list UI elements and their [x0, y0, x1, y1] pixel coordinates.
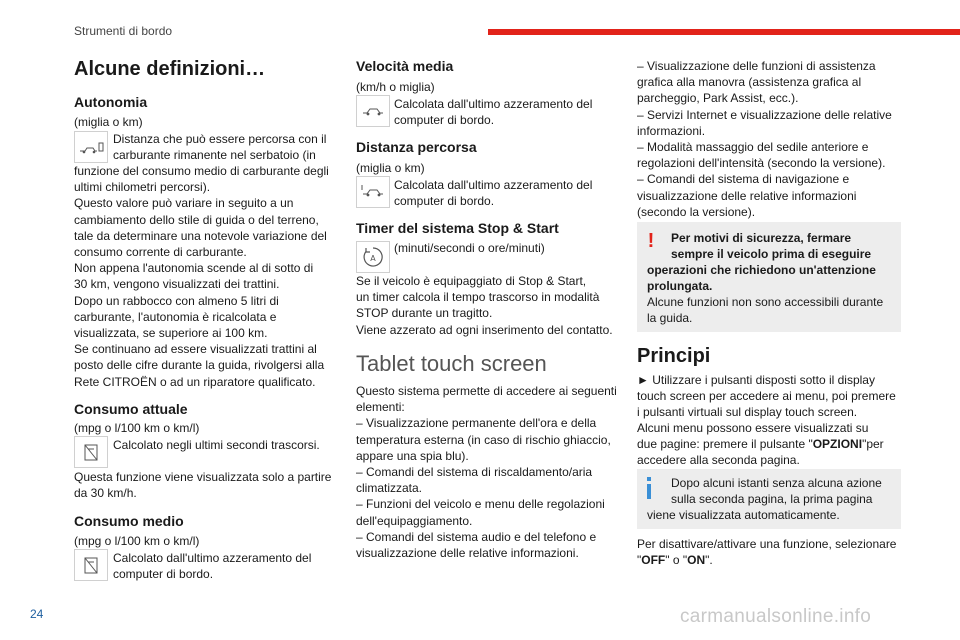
autonomia-heading: Autonomia — [74, 94, 148, 110]
warning-text: Per motivi di sicurezza, fermare — [671, 231, 852, 245]
consumo-medio-heading: Consumo medio — [74, 513, 184, 529]
info-box — [637, 469, 901, 529]
text-line: climatizzata. — [356, 481, 423, 496]
car-speed-icon — [356, 95, 390, 127]
page-number: 24 — [30, 607, 44, 621]
header-accent-bar — [488, 29, 960, 35]
timer-body — [356, 273, 626, 338]
warning-box — [637, 222, 901, 332]
consumo-attuale-rest1: Questa funzione viene visualizzata solo a partire — [74, 470, 332, 484]
text-line: carburante, l'autonomia è ricalcolata e — [74, 309, 277, 324]
text-run: "per — [862, 437, 884, 451]
text-run: " o " — [665, 553, 688, 567]
text-line: – Funzioni del veicolo e menu delle regolazioni — [356, 497, 605, 512]
text-line: elementi: — [356, 400, 405, 415]
text-line: Rete CITROËN o ad un riparatore qualificato. — [74, 374, 316, 389]
outro-line: Per disattivare/attivare una funzione, selezionare — [637, 537, 897, 551]
text-line: (secondo la versione). — [637, 204, 756, 219]
text-line: – Modalità massaggio del sedile anteriore e — [637, 140, 869, 155]
text-line: un timer calcola il tempo trascorso in modalità — [356, 290, 600, 305]
text-line: grafica alla manovra (assistenza grafica al — [637, 75, 862, 90]
warning-text: sempre il veicolo prima di eseguire — [671, 247, 872, 261]
text-line: cambiamento dello stile di guida o del terreno, — [74, 212, 319, 227]
text-line: informazioni. — [637, 123, 706, 138]
warning-text: la guida. — [647, 311, 693, 325]
text-line: posto delle cifre durante la guida, rivolgersi alla — [74, 358, 325, 373]
stop-start-icon — [356, 241, 390, 273]
page-title: Alcune definizioni… — [74, 58, 266, 80]
text-line: Dopo un rabbocco con almeno 5 litri di — [74, 293, 279, 308]
on-label: ON — [687, 553, 706, 567]
text-line: tale da determinare una notevole variazione del — [74, 228, 327, 243]
distanza-percorsa-line1: Calcolata dall'ultimo azzeramento del — [394, 178, 593, 192]
principi-line: Alcuni menu possono essere visualizzati su — [637, 421, 869, 435]
text-line: dell'equipaggiamento. — [356, 513, 473, 528]
text-line: Non appena l'autonomia scende al di sotto di — [74, 261, 314, 276]
autonomia-body — [74, 163, 344, 390]
principi-line — [637, 436, 884, 452]
timer-stop-start-heading: Timer del sistema Stop & Start — [356, 220, 559, 236]
principi-line: i pulsanti virtuali sul display touch screen. — [637, 405, 858, 419]
warning-text: Alcune funzioni non sono accessibili durante — [647, 295, 884, 309]
text-line: – Comandi del sistema di navigazione e — [637, 172, 850, 187]
warning-text: operazioni che richiedono un'attenzione — [647, 263, 876, 277]
text-line: – Servizi Internet e visualizzazione delle relative — [637, 107, 892, 122]
text-line: Viene azzerato ad ogni inserimento del contatto. — [356, 322, 613, 337]
text-line: – Visualizzazione permanente dell'ora e della — [356, 416, 597, 431]
car-distance-icon — [356, 176, 390, 208]
distanza-percorsa-heading: Distanza percorsa — [356, 139, 477, 155]
distanza-percorsa-line2: computer di bordo. — [394, 194, 495, 208]
consumo-attuale-line1: Calcolato negli ultimi secondi trascorsi. — [113, 438, 320, 452]
info-text: viene visualizzata automaticamente. — [647, 508, 840, 522]
info-text: sulla seconda pagina, la prima pagina — [671, 492, 873, 506]
principi-line: touch screen per accedere ai menu, poi premere — [637, 389, 896, 403]
text-line: regolazioni dell'intensità (secondo la versione). — [637, 156, 886, 171]
consumo-medio-line1: Calcolato dall'ultimo azzeramento del — [113, 551, 312, 565]
tablet-body — [356, 383, 626, 561]
text-line: funzione del consumo medio di carburante degli — [74, 164, 329, 178]
text-line: visualizzazione delle relative informazioni — [637, 188, 857, 203]
text-line: visualizzata, se superiore ai 100 km. — [74, 326, 268, 341]
autonomia-line1: Distanza che può essere percorsa con il — [113, 132, 327, 146]
text-line: visualizzazione delle relative informazioni. — [356, 546, 579, 561]
velocita-media-line2: computer di bordo. — [394, 113, 495, 127]
text-line: 30 km, vengono visualizzati dei trattini. — [74, 277, 280, 292]
velocita-media-heading: Velocità media — [356, 58, 454, 74]
text-line: STOP durante un tragitto. — [356, 306, 493, 321]
svg-text:A: A — [370, 254, 376, 263]
timer-stop-start-unit: (minuti/secondi o ore/minuti) — [394, 241, 545, 255]
fuel-pump-icon — [74, 436, 108, 468]
consumo-attuale-unit: (mpg o l/100 km o km/l) — [74, 421, 200, 435]
principi-heading: Principi — [637, 345, 711, 367]
autonomia-unit: (miglia o km) — [74, 115, 143, 129]
warning-icon: ! — [647, 230, 655, 252]
text-line: Questo valore può variare in seguito a un — [74, 196, 294, 211]
text-run: " — [637, 553, 642, 567]
principi-line: ► Utilizzare i pulsanti disposti sotto il display — [637, 373, 875, 387]
distanza-percorsa-unit: (miglia o km) — [356, 161, 425, 175]
section-title: Strumenti di bordo — [74, 24, 173, 38]
warning-text: prolungata. — [647, 279, 713, 293]
text-line: Questo sistema permette di accedere ai seguenti — [356, 384, 617, 398]
text-run: ". — [705, 553, 713, 567]
text-line: – Visualizzazione delle funzioni di assistenza — [637, 59, 876, 73]
principi-line: accedere alla seconda pagina. — [637, 453, 800, 467]
text-line: Se continuano ad essere visualizzati trattini al — [74, 342, 317, 357]
text-line: appare una spia blu). — [356, 448, 469, 463]
watermark: carmanualsonline.info — [680, 606, 872, 627]
info-text: Dopo alcuni istanti senza alcuna azione — [671, 476, 882, 490]
consumo-attuale-heading: Consumo attuale — [74, 401, 188, 417]
text-line: – Comandi del sistema di riscaldamento/aria — [356, 465, 593, 480]
fuel-pump-icon — [74, 549, 108, 581]
car-fuel-pump-icon — [74, 131, 108, 163]
text-line: Se il veicolo è equipaggiato di Stop & Start, — [356, 274, 587, 288]
consumo-medio-unit: (mpg o l/100 km o km/l) — [74, 534, 200, 548]
outro-line — [637, 552, 713, 568]
velocita-media-unit: (km/h o miglia) — [356, 80, 435, 94]
text-line: – Comandi del sistema audio e del telefono e — [356, 529, 597, 544]
info-icon — [647, 477, 651, 499]
intro-list — [637, 58, 907, 220]
velocita-media-line1: Calcolata dall'ultimo azzeramento del — [394, 97, 593, 111]
consumo-medio-line2: computer di bordo. — [113, 567, 214, 581]
tablet-heading: Tablet touch screen — [356, 351, 547, 376]
opzioni-label: OPZIONI — [812, 437, 863, 451]
text-line: parcheggio, Park Assist, ecc.). — [637, 91, 799, 106]
off-label: OFF — [641, 553, 666, 567]
text-line: consumo corrente di carburante. — [74, 245, 247, 260]
text-line: ultimi chilometri percorsi). — [74, 180, 211, 195]
consumo-attuale-rest2: da 30 km/h. — [74, 486, 137, 500]
autonomia-line2: carburante rimanente nel serbatoio (in — [113, 148, 316, 162]
text-run: due pagine: premere il pulsante " — [637, 437, 813, 451]
text-line: temperatura esterna (in caso di rischio ghiaccio, — [356, 432, 611, 447]
